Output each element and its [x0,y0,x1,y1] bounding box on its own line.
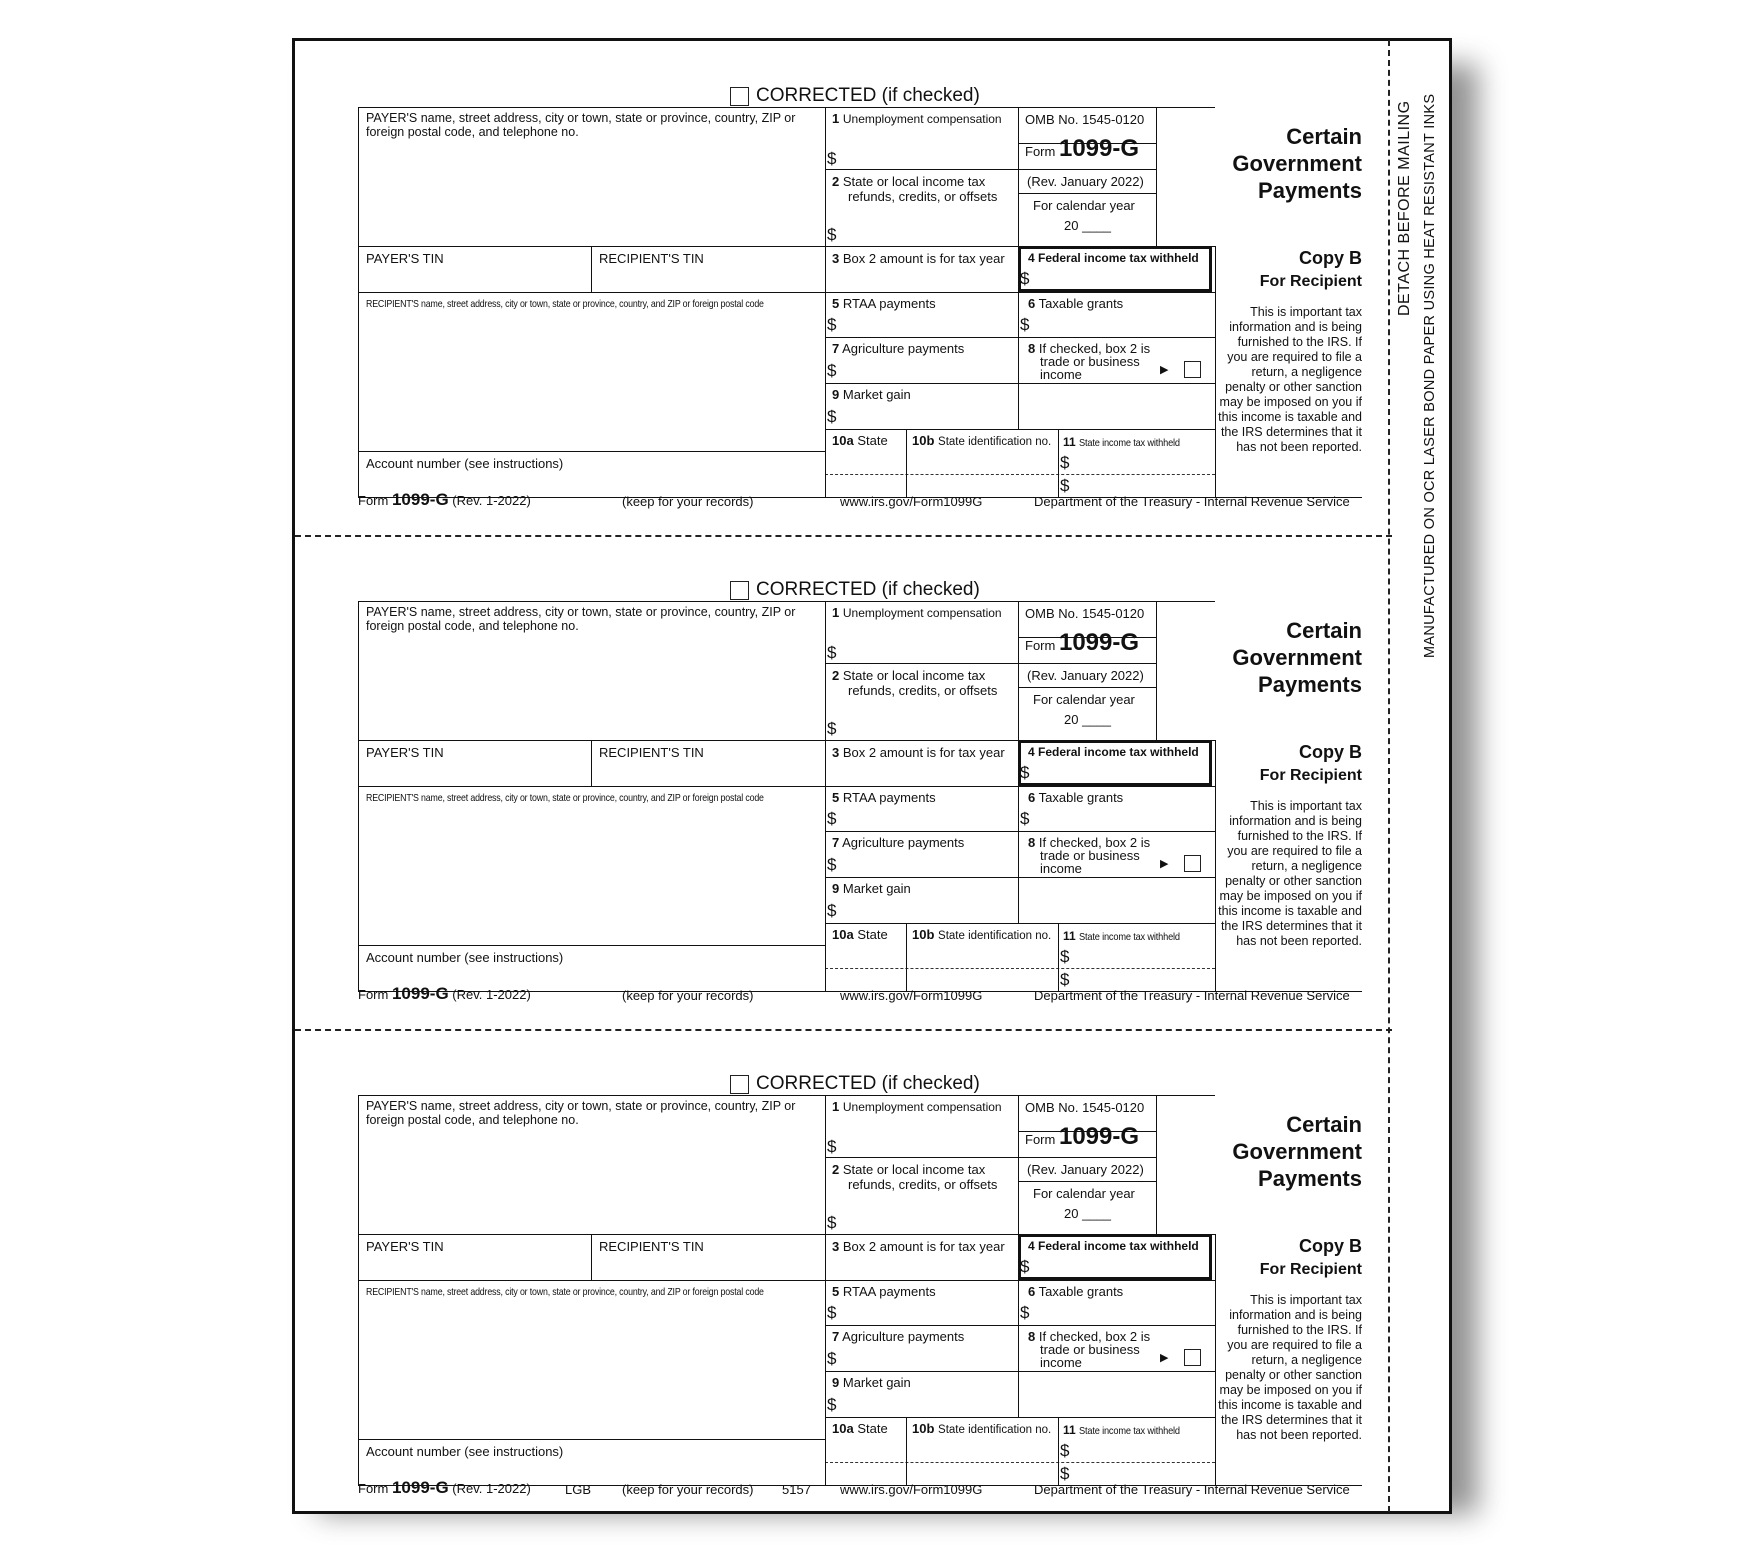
important-tax-notice: This is important tax information and is being furnished to the IRS. If you are required to file a return, a negligence penalty or other sanction may be imposed on you if this income is taxable and the IRS determines that it has not been reported. [1218,1293,1362,1442]
box-10a-label: 10a State [832,1421,888,1436]
payer-tin-label: PAYER'S TIN [366,251,444,266]
footer-form-id: Form 1099-G (Rev. 1-2022) [358,1478,531,1497]
footer-keep-records: (keep for your records) [622,1482,754,1497]
box-6-label: 6 Taxable grants [1028,790,1124,805]
footer-keep-records: (keep for your records) [622,494,754,509]
box-9-label: 9 Market gain [832,387,911,402]
omb-form-number: Form 1099-G [1025,629,1140,656]
box-1-label: 1 Unemployment compensation [832,111,1002,126]
box-10a-label: 10a State [832,927,888,942]
detach-line-1 [295,535,1392,537]
footer-department: Department of the Treasury - Internal Revenue Service [1034,988,1350,1003]
box-10a-label: 10a State [832,433,888,448]
box-4-dollar: $ [1020,269,1030,288]
footer-form-id: Form 1099-G (Rev. 1-2022) [358,490,531,509]
box-10b-label: 10b State identification no. [912,927,1052,942]
box-8-label-line2: trade or business [1040,354,1140,369]
box-1-dollar: $ [827,149,837,168]
box-8-arrow-icon: ▶ [1160,364,1169,376]
recipient-name-label: RECIPIENT'S name, street address, city or town, state or province, country, and ZIP or foreign postal code [366,792,764,804]
box-11-dollar-2: $ [1060,476,1070,495]
copy-b-label: Copy B [1299,742,1362,762]
revision-date: (Rev. January 2022) [1027,1162,1144,1177]
box-8-arrow-icon: ▶ [1160,1352,1169,1364]
box-8-label: 8 If checked, box 2 is [1028,835,1151,850]
box-7-dollar: $ [827,855,837,874]
form-1099g-copy-2 [358,579,1362,1015]
box-9-label: 9 Market gain [832,881,911,896]
box-2-label: 2 State or local income tax [832,174,986,189]
box-8-arrow-icon: ▶ [1160,858,1169,870]
calendar-year-field[interactable]: 20 ____ [1064,1206,1111,1221]
box-10b-label: 10b State identification no. [912,1421,1052,1436]
box-7-label: 7 Agriculture payments [832,1329,965,1344]
box-1-dollar: $ [827,643,837,662]
corrected-label: CORRECTED (if checked) [756,579,980,600]
form-title: Certain Government Payments [1232,618,1362,697]
for-recipient-label: For Recipient [1259,1261,1362,1278]
copy-b-label: Copy B [1299,248,1362,268]
box-7-dollar: $ [827,1349,837,1368]
corrected-checkbox[interactable] [730,87,749,106]
form-1099g-copy-1 [358,85,1362,521]
box-8-label-line2: trade or business [1040,848,1140,863]
omb-number: OMB No. 1545-0120 [1025,606,1145,621]
recipient-tin-label: RECIPIENT'S TIN [599,745,704,760]
box-2-label: 2 State or local income tax [832,668,986,683]
calendar-year-field[interactable]: 20 ____ [1064,712,1111,727]
box-5-dollar: $ [827,809,837,828]
footer-keep-records: (keep for your records) [622,988,754,1003]
box-5-dollar: $ [827,315,837,334]
box-4-dollar: $ [1020,1257,1030,1276]
box-7-label: 7 Agriculture payments [832,341,965,356]
corrected-checkbox-row[interactable] [730,1073,980,1095]
box-1-dollar: $ [827,1137,837,1156]
box-9-dollar: $ [827,901,837,920]
box-8-label-line3: income [1040,861,1082,876]
box-5-label: 5 RTAA payments [832,296,936,311]
box-8-label-line2: trade or business [1040,1342,1140,1357]
box-2-dollar: $ [827,719,837,738]
omb-form-number: Form 1099-G [1025,135,1140,162]
footer-department: Department of the Treasury - Internal Revenue Service [1034,494,1350,509]
box-2-dollar: $ [827,1213,837,1232]
box-8-label: 8 If checked, box 2 is [1028,1329,1151,1344]
payer-name-label: PAYER'S name, street address, city or town, state or province, country, ZIP or foreign postal code, and telephone no. [366,1099,796,1127]
box-4-label: 4 Federal income tax withheld [1028,1239,1199,1253]
box-2-label-line2: refunds, credits, or offsets [848,1177,998,1192]
corrected-checkbox[interactable] [730,1075,749,1094]
revision-date: (Rev. January 2022) [1027,174,1144,189]
recipient-name-label: RECIPIENT'S name, street address, city or town, state or province, country, and ZIP or foreign postal code [366,298,764,310]
box-6-label: 6 Taxable grants [1028,1284,1124,1299]
form-1099g-copy-3 [358,1073,1362,1509]
box-11-dollar-1: $ [1060,453,1070,472]
calendar-year-label: For calendar year [1033,1186,1135,1201]
box-3-label: 3 Box 2 amount is for tax year [832,745,1005,760]
footer-url[interactable]: www.irs.gov/Form1099G [840,988,983,1003]
box-3-label: 3 Box 2 amount is for tax year [832,251,1005,266]
detach-line-2 [295,1029,1392,1031]
corrected-checkbox-row[interactable] [730,579,980,601]
box-8-label: 8 If checked, box 2 is [1028,341,1151,356]
corrected-label: CORRECTED (if checked) [756,85,980,106]
box-8-checkbox[interactable] [1184,361,1201,378]
corrected-checkbox[interactable] [730,581,749,600]
box-1-label: 1 Unemployment compensation [832,1099,1002,1114]
box-1-label: 1 Unemployment compensation [832,605,1002,620]
box-4-dollar: $ [1020,763,1030,782]
detach-line-vertical [1388,40,1390,1512]
footer-form-id: Form 1099-G (Rev. 1-2022) [358,984,531,1003]
box-4-label: 4 Federal income tax withheld [1028,745,1199,759]
form-title: Certain Government Payments [1232,1112,1362,1191]
box-11-label: 11 State income tax withheld [1063,1423,1181,1437]
box-8-label-line3: income [1040,1355,1082,1370]
calendar-year-field[interactable]: 20 ____ [1064,218,1111,233]
footer-url[interactable]: www.irs.gov/Form1099G [840,1482,983,1497]
payer-name-label: PAYER'S name, street address, city or town, state or province, country, ZIP or foreign postal code, and telephone no. [366,111,796,139]
recipient-name-label: RECIPIENT'S name, street address, city or town, state or province, country, and ZIP or foreign postal code [366,1286,764,1298]
omb-number: OMB No. 1545-0120 [1025,1100,1145,1115]
box-11-dollar-2: $ [1060,1464,1070,1483]
box-11-dollar-1: $ [1060,1441,1070,1460]
revision-date: (Rev. January 2022) [1027,668,1144,683]
box-11-label: 11 State income tax withheld [1063,929,1181,943]
box-2-dollar: $ [827,225,837,244]
side-margin-text [1392,40,1452,658]
box-2-label: 2 State or local income tax [832,1162,986,1177]
footer-url[interactable]: www.irs.gov/Form1099G [840,494,983,509]
box-11-dollar-1: $ [1060,947,1070,966]
box-4-label: 4 Federal income tax withheld [1028,251,1199,265]
box-7-label: 7 Agriculture payments [832,835,965,850]
box-3-label: 3 Box 2 amount is for tax year [832,1239,1005,1254]
box-5-dollar: $ [827,1303,837,1322]
corrected-checkbox-row[interactable] [730,85,980,107]
box-8-checkbox[interactable] [1184,855,1201,872]
copy-b-label: Copy B [1299,1236,1362,1256]
account-number-label: Account number (see instructions) [366,456,564,471]
box-2-label-line2: refunds, credits, or offsets [848,189,998,204]
footer-department: Department of the Treasury - Internal Revenue Service [1034,1482,1350,1497]
corrected-label: CORRECTED (if checked) [756,1073,980,1094]
form-title: Certain Government Payments [1232,124,1362,203]
box-2-label-line2: refunds, credits, or offsets [848,683,998,698]
box-9-label: 9 Market gain [832,1375,911,1390]
omb-form-number: Form 1099-G [1025,1123,1140,1150]
payer-name-label: PAYER'S name, street address, city or town, state or province, country, ZIP or foreign postal code, and telephone no. [366,605,796,633]
box-6-dollar: $ [1020,809,1030,828]
box-6-dollar: $ [1020,315,1030,334]
box-10b-label: 10b State identification no. [912,433,1052,448]
payer-tin-label: PAYER'S TIN [366,1239,444,1254]
important-tax-notice: This is important tax information and is being furnished to the IRS. If you are required to file a return, a negligence penalty or other sanction may be imposed on you if this income is taxable and the IRS determines that it has not been reported. [1218,799,1362,948]
recipient-tin-label: RECIPIENT'S TIN [599,1239,704,1254]
manufactured-text: MANUFACTURED ON OCR LASER BOND PAPER USING HEAT RESISTANT INKS [1422,93,1438,658]
box-6-dollar: $ [1020,1303,1030,1322]
box-9-dollar: $ [827,407,837,426]
box-5-label: 5 RTAA payments [832,1284,936,1299]
box-6-label: 6 Taxable grants [1028,296,1124,311]
box-8-label-line3: income [1040,367,1082,382]
footer-lgb: LGB [565,1482,592,1497]
account-number-label: Account number (see instructions) [366,950,564,965]
footer-code: 5157 [782,1482,811,1497]
box-11-label: 11 State income tax withheld [1063,435,1181,449]
detach-text: DETACH BEFORE MAILING [1396,100,1413,316]
box-7-dollar: $ [827,361,837,380]
important-tax-notice: This is important tax information and is being furnished to the IRS. If you are required to file a return, a negligence penalty or other sanction may be imposed on you if this income is taxable and the IRS determines that it has not been reported. [1218,305,1362,454]
account-number-label: Account number (see instructions) [366,1444,564,1459]
calendar-year-label: For calendar year [1033,692,1135,707]
for-recipient-label: For Recipient [1259,273,1362,290]
for-recipient-label: For Recipient [1259,767,1362,784]
omb-number: OMB No. 1545-0120 [1025,112,1145,127]
payer-tin-label: PAYER'S TIN [366,745,444,760]
box-8-checkbox[interactable] [1184,1349,1201,1366]
box-9-dollar: $ [827,1395,837,1414]
box-11-dollar-2: $ [1060,970,1070,989]
recipient-tin-label: RECIPIENT'S TIN [599,251,704,266]
box-5-label: 5 RTAA payments [832,790,936,805]
calendar-year-label: For calendar year [1033,198,1135,213]
